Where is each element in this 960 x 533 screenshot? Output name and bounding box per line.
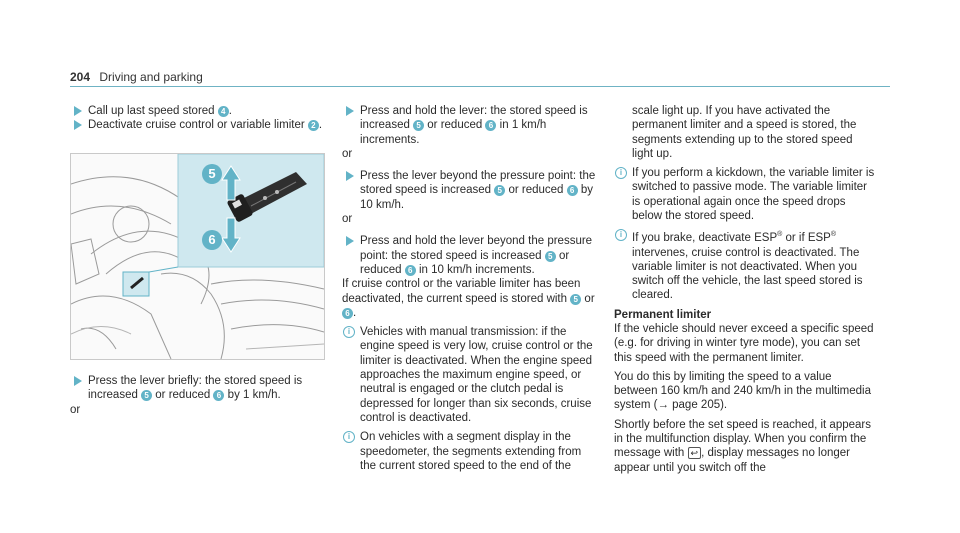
callout-badge: 4: [218, 106, 229, 117]
note-text: Vehicles with manual transmission: if the engine speed is very low, cruise control or the limiter is deactivated. When the engine speed approaches the maximum engine speed, or neutral is engaged or the clutch pedal is depressed for longer than six seconds, cruise control is deactivated.: [360, 326, 593, 424]
step-text: or reduced: [155, 389, 211, 402]
callout-6: 6: [208, 232, 216, 247]
step-arrow-icon: [346, 171, 354, 181]
note-manual-transmission: [342, 325, 600, 425]
callout-badge: 5: [545, 251, 556, 262]
callout-badge: 5: [494, 185, 505, 196]
callout-badge: 6: [485, 120, 496, 131]
column-1-lower: [70, 374, 325, 417]
column-3: [614, 104, 876, 475]
step-press-beyond: [342, 169, 600, 212]
paragraph: You do this by limiting the speed to a value between 160 km/h and 240 km/h in the multimedia system (→ page 205).: [614, 370, 871, 412]
page-header: [70, 70, 203, 84]
column-1: [70, 104, 325, 133]
step-deactivate: Deactivate cruise control or variable limiter 2 .: [70, 118, 325, 132]
header-divider: [70, 86, 890, 87]
note-text: If you perform a kickdown, the variable limiter is switched to passive mode. The variable limiter is operational again once the speed drops below the stored speed.: [632, 167, 875, 223]
callout-badge: 5: [141, 390, 152, 401]
callout-5: 5: [208, 166, 216, 181]
callout-badge: 5: [413, 120, 424, 131]
section-heading: Permanent limiter: [614, 308, 712, 321]
step-press-hold: [342, 104, 600, 147]
step-text: in 10 km/h increments.: [418, 263, 535, 276]
note-kickdown: [614, 166, 876, 223]
step-text: or reduced: [508, 184, 564, 197]
step-text: or reduced: [360, 249, 570, 276]
paragraph-text: , display messages no longer appear until you switch off the: [614, 447, 851, 474]
step-call-up-speed: Call up last speed stored 4 .: [70, 104, 325, 118]
step-press-hold-beyond: [342, 234, 600, 277]
paragraph-confirm: [614, 418, 876, 475]
registered-mark: ®: [777, 231, 783, 239]
note-text: If you brake, deactivate ESP: [632, 232, 778, 245]
registered-mark: ®: [830, 231, 837, 239]
step-text: Press the lever beyond the pressure point: the stored speed is increased: [360, 170, 596, 197]
or-text: or: [342, 147, 353, 160]
info-icon: i: [343, 326, 355, 338]
cruise-control-lever-illustration: [70, 153, 325, 360]
step-arrow-icon: [74, 376, 82, 386]
paragraph-text: If cruise control or the variable limiter has been deactivated, the current speed is stored with: [342, 278, 581, 305]
deactivated-paragraph: If cruise control or the variable limiter has been deactivated, the current speed is stored with 5 or 6 .: [342, 278, 595, 319]
step-text: in 1 km/h increments.: [360, 119, 547, 146]
info-icon: i: [615, 167, 627, 179]
callout-badge: 6: [405, 265, 416, 276]
step-text: Press and hold the lever beyond the pressure point: the stored speed is increased: [360, 235, 593, 262]
note-brake-esp: [614, 228, 876, 302]
callout-badge: 6: [567, 185, 578, 196]
paragraph-text: Shortly before the set speed is reached, it appears in the multifunction display. When you confirm the message with: [614, 418, 871, 460]
step-arrow-icon: [74, 106, 82, 116]
section-title: Driving and parking: [99, 70, 203, 84]
step-text: by 1 km/h.: [227, 389, 281, 402]
paragraph: If the vehicle should never exceed a specific speed (e.g. for driving in winter tyre mode), you can set this speed with the permanent limiter.: [614, 322, 874, 364]
step-text: Press the lever briefly: the stored speed is increased: [88, 375, 303, 402]
info-icon: i: [615, 229, 627, 241]
callout-badge: 6: [213, 390, 224, 401]
step-arrow-icon: [346, 236, 354, 246]
info-icon: i: [343, 431, 355, 443]
back-key-icon: ↩: [688, 447, 702, 459]
step-text: or reduced: [427, 119, 483, 132]
or-text: or: [70, 403, 81, 416]
step-press-briefly: [70, 374, 325, 403]
step-arrow-icon: [346, 106, 354, 116]
step-text: Deactivate cruise control or variable limiter: [88, 119, 305, 132]
paragraph-text: or: [584, 292, 595, 305]
step-arrow-icon: [74, 120, 82, 130]
callout-badge: 6: [342, 308, 353, 319]
note-text: On vehicles with a segment display in the speedometer, the segments extending from the current stored speed to the end of the: [360, 431, 582, 472]
callout-badge: 2: [308, 120, 319, 131]
note-text: intervenes, cruise control is deactivated. The variable limiter is not deactivated. When you switch off the vehicle, the last speed stored is cleared.: [632, 246, 863, 302]
step-text: by 10 km/h.: [360, 184, 594, 211]
continued-text: scale light up. If you have activated the permanent limiter and a speed is stored, the segments extending up to the stored speed light up.: [632, 105, 857, 160]
note-text: or if ESP: [782, 232, 831, 245]
step-text: Press and hold the lever: the stored speed is increased: [360, 105, 588, 132]
note-segment-display: [342, 430, 600, 473]
column-2: [342, 104, 600, 473]
step-text: Call up last speed stored: [88, 105, 215, 117]
page-number: 204: [70, 70, 91, 84]
or-text: or: [342, 213, 353, 226]
callout-badge: 5: [570, 294, 581, 305]
